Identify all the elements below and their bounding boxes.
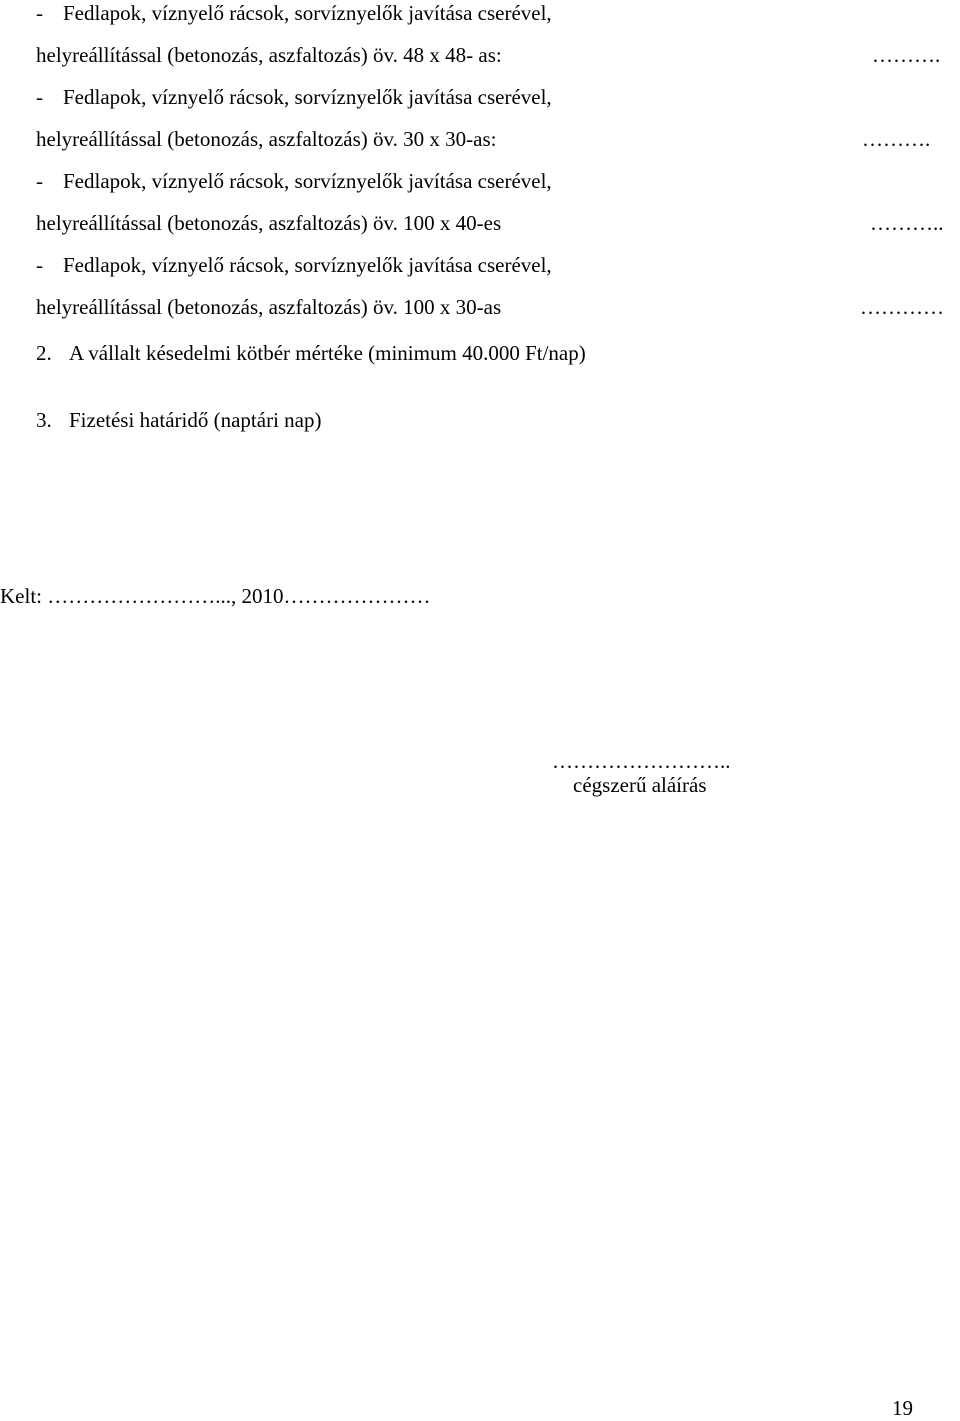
item-2-dash: - [36, 85, 43, 109]
page-number: 19 [892, 1396, 913, 1420]
item-1-dash: - [36, 1, 43, 25]
numbered-2-text: A vállalt késedelmi kötbér mértéke (minimum 40.000 Ft/nap) [69, 341, 586, 365]
item-2-line2: helyreállítással (betonozás, aszfaltozás) öv. 30 x 30-as: [36, 127, 497, 151]
item-4-blank: ………… [860, 295, 944, 319]
item-1-line1: Fedlapok, víznyelő rácsok, sorvíznyelők javítása cserével, [63, 1, 552, 25]
item-2-line1: Fedlapok, víznyelő rácsok, sorvíznyelők javítása cserével, [63, 85, 552, 109]
numbered-3-text: Fizetési határidő (naptári nap) [69, 408, 322, 432]
numbered-3-num: 3. [36, 408, 52, 432]
item-2-blank: ………. [862, 127, 931, 151]
item-3-blank: ……….. [870, 211, 944, 235]
item-4-line1: Fedlapok, víznyelő rácsok, sorvíznyelők javítása cserével, [63, 253, 552, 277]
signature-label: cégszerű aláírás [573, 773, 707, 797]
item-3-dash: - [36, 169, 43, 193]
item-3-line1: Fedlapok, víznyelő rácsok, sorvíznyelők javítása cserével, [63, 169, 552, 193]
item-1-line2: helyreállítással (betonozás, aszfaltozás) öv. 48 x 48- as: [36, 43, 502, 67]
item-4-line2: helyreállítással (betonozás, aszfaltozás) öv. 100 x 30-as [36, 295, 502, 319]
item-1-blank: ………. [872, 43, 941, 67]
item-3-line2: helyreállítással (betonozás, aszfaltozás) öv. 100 x 40-es [36, 211, 502, 235]
numbered-2-num: 2. [36, 341, 52, 365]
item-4-dash: - [36, 253, 43, 277]
signature-dots: …………………….. [552, 749, 731, 773]
kelt-line: Kelt: ……………………..., 2010………………… [0, 584, 431, 608]
